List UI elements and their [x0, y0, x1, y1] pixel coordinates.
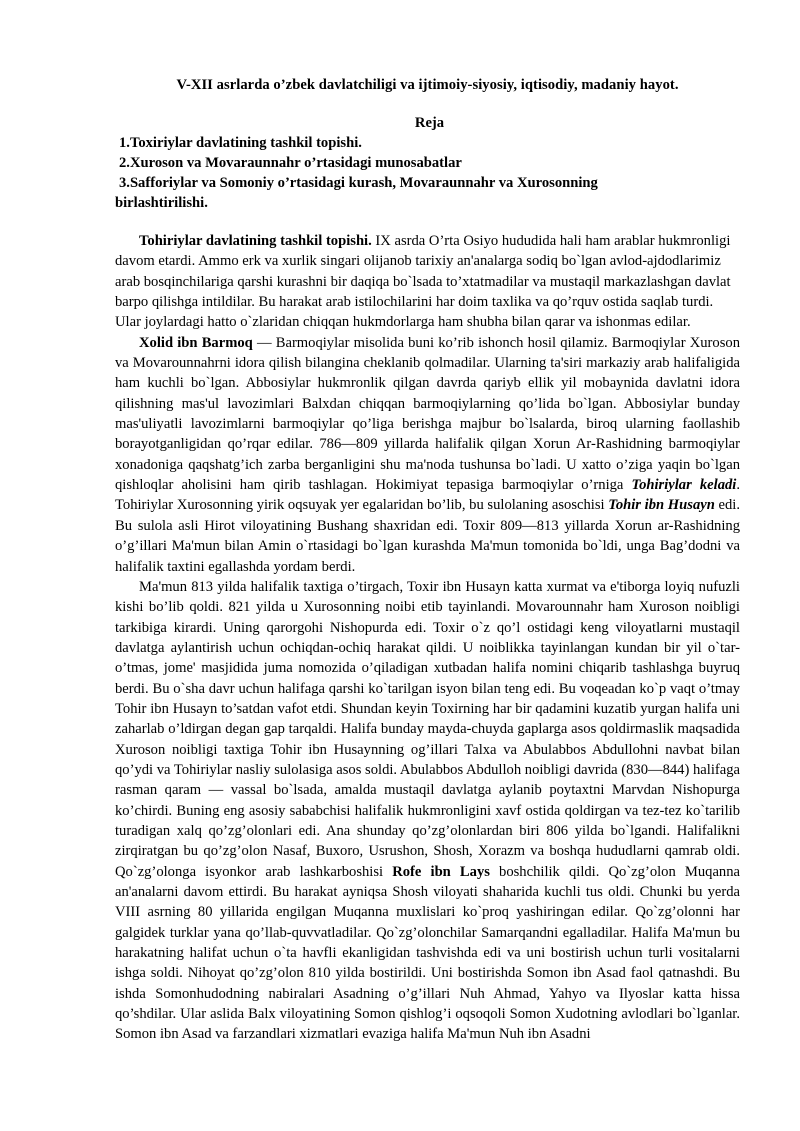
plan-item: birlashtirilishi.	[115, 195, 208, 211]
bold-name: Rofe ibn Lays	[392, 863, 490, 880]
paragraph-2	[115, 333, 740, 577]
plan-list	[115, 133, 740, 213]
document-body	[115, 231, 740, 1045]
plan-item: 2.Xuroson va Movaraunnahr o’rtasidagi munosabatlar	[119, 155, 462, 171]
document-page	[115, 70, 740, 1045]
paragraph-text: Ma'mun 813 yilda halifalik taxtiga o’tirgach, Toxir ibn Husayn katta xurmat va e'tiborga loyiq nufuzli kishi bo’lib qoldi. 821 yilda u Xurosonning noibi etib tayinlandi. Movarounnahr ham Xuroson noibligi tarkibiga kirardi. Uning qarorgohi Nishopurda edi. Toxir o`z qo’l ostidagi keng viloyatlarni mustaqil davlatga aylantirish uchun ochiqdan-ochiq harakat qildi. U noiblikka tayinlangan kundan bir yil o`tar-o’tmas, jome' masjidida juma nomozida o’qiladigan xutbadan halifa nomini chiqarib tashlashga buyruq berdi. Bu o`sha davr uchun halifaga qarshi ko`tarilgan isyon bilan teng edi. Bu voqeadan ko`p vaqt o’tmay Tohir ibn Husayn to’satdan vafot etdi. Shundan keyin Toxirning har bir qadamini kuzatib yurgan halifa uni zaharlab o’ldirgan degan gap tarqaldi. Halifa bunday mayda-chuyda gaplarga asos qoldirmaslik maqsadida Xuroson noibligi taxtiga Tohir ibn Husaynning og’illari Talxa va Abulabbos Abdullohni navbat bilan qo’ydi va Tohiriylar nasliy sulolasiga asos soldi. Abulabbos Abdulloh noibligi davrida (830—844) halifaga rasman qaram — vassal bo`lsada, amalda mustaqil davlatga aylanib poytaxtni Marvdan Nishopurga ko’chirdi. Buning eng asosiy sababchisi halifalik hukmronligini xavf ostida qoldirgan va tez-tez ko`tarilib turadigan xalq qo’zg’olonlari edi. Ana shunday qo’zg’olonlardan biri 806 yilda bo`lgandi. Halifalikni zirqiratgan bu qo’zg’olon Nasaf, Buxoro, Usrushon, Shosh, Xorazm va boshqa hududlarni qamrab oldi. Qo`zg’olonga isyonkor arab lashkarboshisi	[115, 578, 740, 880]
paragraph-text: boshchilik qildi. Qo`zg’olon Muqanna an'analarni davom ettirdi. Bu harakat ayniqsa Shosh viloyati shaharida kuchli tus oldi. Chunki bu yerda VIII asrning 80 yillarida engilgan Muqanna muxlislari ko`proq yashiringan edilar. Qo`zg’olonni har galgidek turklar yana qo’llab-quvvatladilar. Qo`zg’olonchilar Samarqandni egalladilar. Halifa Ma'mun bu harakatning halifat uchun o`ta havfli ekanligidan tashvishda edi va uni bostirish uchun turli vositalarni ishga soldi. Nihoyat qo’zg’olon 810 yilda bostirildi. Uni bostirishda Somon ibn Asad faol qatnashdi. Bu ishda Somonhudodning nabiralari Asadning o’g’illari Nuh Ahmad, Yahyo va Ilyoslar katta hissa qo’shdilar. Ular aslida Balx viloyatining Somon qishlog’i oqsoqoli Somon Xudotning avlodlari bo`lganlar. Somon ibn Asad va farzandlari xizmatlari evaziga halifa Ma'mun Nuh ibn Asadni	[115, 863, 740, 1043]
paragraph-3	[115, 577, 740, 1045]
paragraph-text: . Tohiriylar Xurosonning yirik oqsuyak yer egalaridan bo’lib, bu sulolaning asoschisi	[115, 477, 740, 514]
document-title: V-XII asrlarda o’zbek davlatchiligi va ijtimoiy-siyosiy, iqtisodiy, madaniy hayot.	[176, 77, 679, 93]
bold-name: Xolid ibn Barmoq	[139, 334, 253, 351]
paragraph-1	[115, 231, 740, 333]
paragraph-text: IX asrda O’rta Osiyo hududida hali ham arablar hukmronligi davom etardi. Ammo erk va xurlik singari olijanob tarixiy an'analarga sodiq bo`lgan avlod-ajdodlarimiz arab bosqinchilariga qarshi kurashni bir daqiqa bo`lsada to’xtatmadilar va mustaqil markazlashgan davlat barpo qilishga intildilar. Bu harakat arab istilochilarini har doim taxlika va qo’rquv ostida saqlab turdi. Ular joylardagi hatto o`zlaridan chiqqan hukmdorlarga ham shubha bilan qarar va ishonmas edilar.	[115, 233, 731, 331]
paragraph-text: edi. Bu sulola asli Hirot viloyatining Bushang shaxridan edi. Toxir 809—813 yillarda Xorun ar-Rashidning o’g’illari Ma'mun bilan Amin o`rtasidagi bo`lgan kurashda Ma'mun tomonida bo`ldi, unga Bag’dodni va halifalik taxtini egallashda yordam berdi.	[115, 497, 740, 575]
plan-item: 1.Toxiriylar davlatining tashkil topishi.	[119, 135, 362, 151]
emphasis-text: Tohiriylar keladi	[631, 477, 737, 494]
emphasis-text: Tohir ibn Husayn	[608, 497, 715, 514]
section-heading: Tohiriylar davlatining tashkil topishi.	[139, 233, 372, 249]
plan-item: 3.Safforiylar va Somoniy o’rtasidagi kurash, Movaraunnahr va Xurosonning	[119, 175, 598, 191]
plan-heading: Reja	[414, 115, 445, 131]
paragraph-text: — Barmoqiylar misolida buni ko’rib ishonch hosil qilamiz. Barmoqiylar Xuroson va Movarounnahrni idora qilish bilangina cheklanib qolmadilar. Ularning ta'siri markaziy arab halifaligida ham kuchli bo`lgan. Abbosiylar hukmronlik qilgan davrda qariyb ellik yil mobaynida davlatni idora qilishning mas'ul lavozimlari Balxdan chiqqan barmoqiylarning qo’lida bo`lgan. Abbosiylar bunday mas'uliyatli lavozimlarni barmoqiylar qo’liga berishga majbur bo`lsalarda, biroq ularning faollashib borayotganligidan qo’rqar edilar. 786—809 yillarda halifalik qilgan Xorun Ar-Rashidning barmoqiylar xonadoniga qaqshatg’ich zarba berganligini shu ma'noda tushunsa bo`ladi. U xatto o’ziga yaqin bo`lgan qishloqlar aholisini ham qirib tashlagan. Hokimiyat tepasiga barmoqiylar o’rniga	[115, 334, 740, 494]
